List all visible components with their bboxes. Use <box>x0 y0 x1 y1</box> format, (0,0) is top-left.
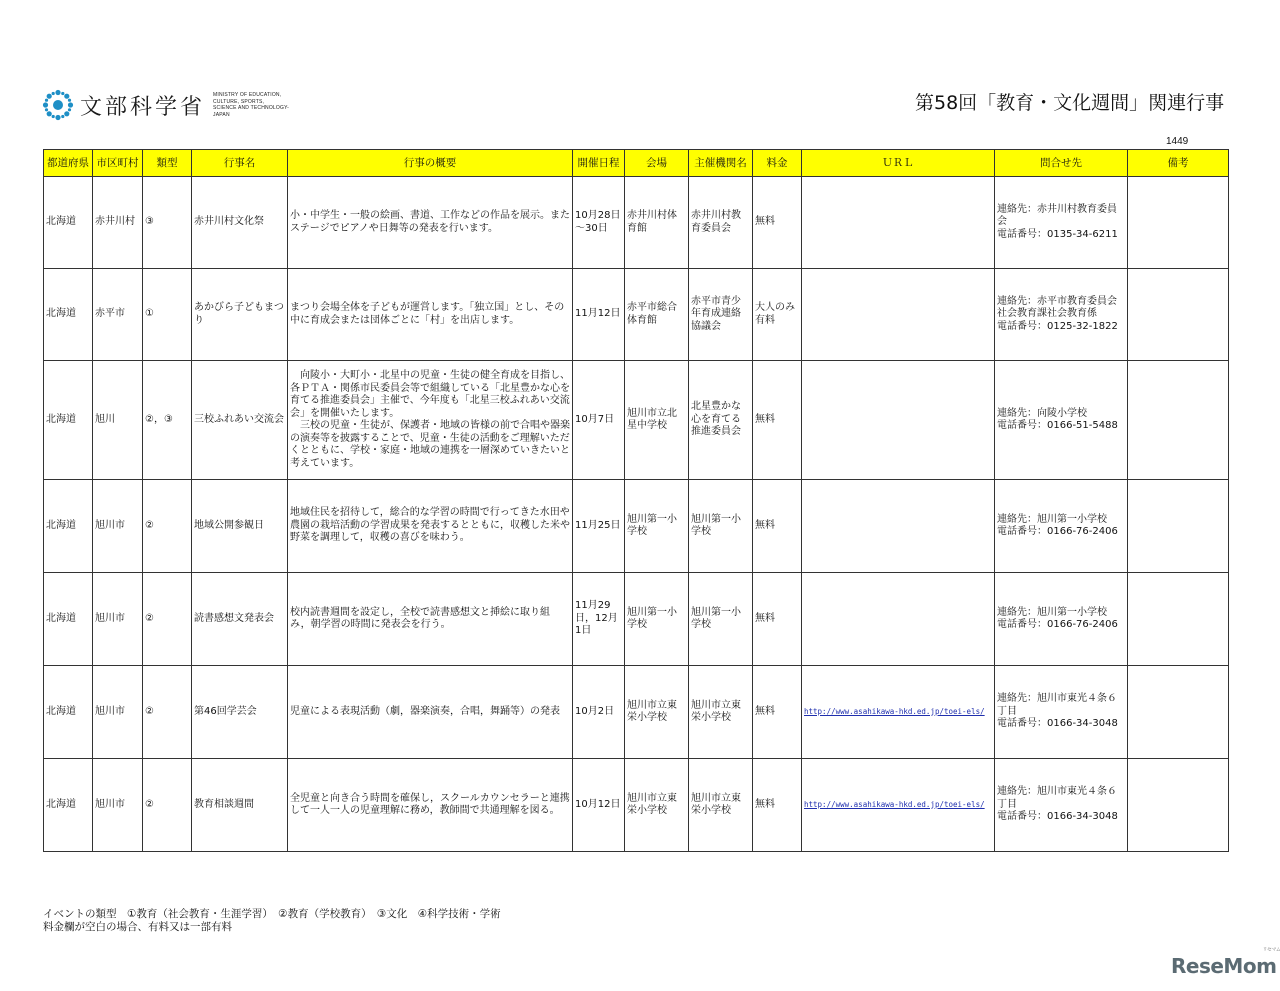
column-header: 類型 <box>143 150 192 177</box>
column-header: 主催機関名 <box>689 150 753 177</box>
event-name-cell: あかびら子どもまつり <box>192 269 288 361</box>
type-cell: ② <box>143 480 192 573</box>
overview-cell: 向陵小・大町小・北星中の児童・生徒の健全育成を目指し、各ＰＴＡ・関係市民委員会等で組織している「北星豊かな心を育てる推進委員会」主催で、今年度も「北星三校ふれあい交流会」を開催いたします。 三校の児童・生徒が、保護者・地域の皆様の前で合唱や器楽の演奏等を披露することで、児童・生徒の活動をご理解いただくとともに、学校・家庭・地域の連携を一層深めていきたいと考えています。 <box>288 361 573 480</box>
url-cell <box>802 573 995 666</box>
resemom-watermark: ReseMom リセマム <box>1171 947 1280 978</box>
url-link[interactable]: http://www.asahikawa-hkd.ed.jp/toei-els/ <box>804 706 985 716</box>
overview-cell: 児童による表現活動（劇，器楽演奏，合唱，舞踊等）の発表 <box>288 666 573 759</box>
type-cell: ② <box>143 759 192 852</box>
column-header: 開催日程 <box>573 150 625 177</box>
note-cell <box>1128 759 1229 852</box>
municipality-cell: 旭川市 <box>93 666 143 759</box>
note-cell <box>1128 269 1229 361</box>
column-header: 会場 <box>625 150 689 177</box>
overview-cell: 小・中学生・一般の絵画、書道、工作などの作品を展示。またステージでピアノや日舞等の発表を行います。 <box>288 177 573 269</box>
contact-cell: 連絡先：旭川市東光４条６丁目 電話番号：0166-34-3048 <box>995 759 1128 852</box>
page-number: 1449 <box>1166 136 1189 147</box>
url-cell <box>802 759 995 852</box>
fee-cell: 無料 <box>753 480 802 573</box>
column-header: 問合せ先 <box>995 150 1128 177</box>
logo-english-text: MINISTRY OF EDUCATION, CULTURE, SPORTS, SCIENCE AND TECHNOLOGY-JAPAN <box>213 92 290 118</box>
overview-cell: 地域住民を招待して，総合的な学習の時間で行ってきた水田や農園の栽培活動の学習成果を発表するとともに，収穫した米や野菜を調理して，収穫の喜びを味わう。 <box>288 480 573 573</box>
host-cell: 旭川第一小学校 <box>689 480 753 573</box>
fee-cell: 無料 <box>753 177 802 269</box>
municipality-cell: 旭川市 <box>93 759 143 852</box>
prefecture-cell: 北海道 <box>44 177 93 269</box>
url-cell <box>802 480 995 573</box>
fee-cell: 無料 <box>753 759 802 852</box>
event-name-cell: 地域公開参観日 <box>192 480 288 573</box>
municipality-cell: 旭川市 <box>93 573 143 666</box>
note-cell <box>1128 480 1229 573</box>
table-header-row <box>44 150 1229 177</box>
date-cell: 10月7日 <box>573 361 625 480</box>
table-row <box>44 666 1229 759</box>
overview-cell: 全児童と向き合う時間を確保し，スクールカウンセラーと連携して一人一人の児童理解に務め，教師間で共通理解を図る。 <box>288 759 573 852</box>
document-title: 第58回「教育・文化週間」関連行事 <box>915 92 1225 114</box>
event-name-cell: 赤井川村文化祭 <box>192 177 288 269</box>
contact-cell: 連絡先：向陵小学校 電話番号：0166-51-5488 <box>995 361 1128 480</box>
venue-cell: 旭川第一小学校 <box>625 480 689 573</box>
url-cell <box>802 269 995 361</box>
host-cell: 赤井川村教育委員会 <box>689 177 753 269</box>
prefecture-cell: 北海道 <box>44 361 93 480</box>
url-link[interactable]: http://www.asahikawa-hkd.ed.jp/toei-els/ <box>804 799 985 809</box>
venue-cell: 赤井川村体育館 <box>625 177 689 269</box>
fee-cell: 無料 <box>753 573 802 666</box>
contact-cell: 連絡先：旭川市東光４条６丁目 電話番号：0166-34-3048 <box>995 666 1128 759</box>
type-cell: ② <box>143 573 192 666</box>
host-cell: 旭川第一小学校 <box>689 573 753 666</box>
event-name-cell: 第46回学芸会 <box>192 666 288 759</box>
column-header: 都道府県 <box>44 150 93 177</box>
table-row <box>44 480 1229 573</box>
contact-cell: 連絡先：旭川第一小学校 電話番号：0166-76-2406 <box>995 573 1128 666</box>
event-name-cell: 教育相談週間 <box>192 759 288 852</box>
events-table <box>43 149 1229 852</box>
prefecture-cell: 北海道 <box>44 573 93 666</box>
contact-cell: 連絡先：赤井川村教育委員会 電話番号：0135-34-6211 <box>995 177 1128 269</box>
type-cell: ① <box>143 269 192 361</box>
venue-cell: 旭川第一小学校 <box>625 573 689 666</box>
column-header: 市区町村 <box>93 150 143 177</box>
prefecture-cell: 北海道 <box>44 666 93 759</box>
municipality-cell: 旭川 <box>93 361 143 480</box>
prefecture-cell: 北海道 <box>44 759 93 852</box>
prefecture-cell: 北海道 <box>44 269 93 361</box>
date-cell: 10月2日 <box>573 666 625 759</box>
table-row <box>44 269 1229 361</box>
host-cell: 赤平市青少年育成連絡協議会 <box>689 269 753 361</box>
event-name-cell: 三校ふれあい交流会 <box>192 361 288 480</box>
column-header: 備考 <box>1128 150 1229 177</box>
host-cell: 旭川市立東栄小学校 <box>689 666 753 759</box>
url-cell <box>802 666 995 759</box>
venue-cell: 旭川市立東栄小学校 <box>625 759 689 852</box>
footer-event-types: イベントの類型 ①教育（社会教育・生涯学習） ②教育（学校教育） ③文化 ④科学技術・学術 <box>43 908 501 920</box>
table-row <box>44 573 1229 666</box>
event-name-cell: 読書感想文発表会 <box>192 573 288 666</box>
municipality-cell: 旭川市 <box>93 480 143 573</box>
fee-cell: 大人のみ有料 <box>753 269 802 361</box>
table-row <box>44 177 1229 269</box>
mext-logo <box>42 89 305 121</box>
url-cell <box>802 177 995 269</box>
footer-notes <box>43 908 501 934</box>
note-cell <box>1128 177 1229 269</box>
footer-fee-note: 料金欄が空白の場合、有料又は一部有料 <box>43 921 232 933</box>
date-cell: 10月28日～30日 <box>573 177 625 269</box>
contact-cell: 連絡先：赤平市教育委員会 社会教育課社会教育係 電話番号：0125-32-1822 <box>995 269 1128 361</box>
host-cell: 旭川市立東栄小学校 <box>689 759 753 852</box>
type-cell: ② <box>143 666 192 759</box>
venue-cell: 旭川市立東栄小学校 <box>625 666 689 759</box>
mext-emblem-icon <box>42 89 74 121</box>
column-header: 行事の概要 <box>288 150 573 177</box>
date-cell: 11月12日 <box>573 269 625 361</box>
host-cell: 北星豊かな心を育てる推進委員会 <box>689 361 753 480</box>
overview-cell: まつり会場全体を子どもが運営します。「独立国」とし、その中に育成会または団体ごとに「村」を出店します。 <box>288 269 573 361</box>
municipality-cell: 赤平市 <box>93 269 143 361</box>
type-cell: ③ <box>143 177 192 269</box>
url-cell <box>802 361 995 480</box>
note-cell <box>1128 573 1229 666</box>
contact-cell: 連絡先：旭川第一小学校 電話番号：0166-76-2406 <box>995 480 1128 573</box>
date-cell: 10月12日 <box>573 759 625 852</box>
table-row <box>44 759 1229 852</box>
column-header: ＵＲＬ <box>802 150 995 177</box>
date-cell: 11月25日 <box>573 480 625 573</box>
venue-cell: 旭川市立北星中学校 <box>625 361 689 480</box>
table-row <box>44 361 1229 480</box>
note-cell <box>1128 666 1229 759</box>
venue-cell: 赤平市総合体育館 <box>625 269 689 361</box>
municipality-cell: 赤井川村 <box>93 177 143 269</box>
type-cell: ②，③ <box>143 361 192 480</box>
note-cell <box>1128 361 1229 480</box>
fee-cell: 無料 <box>753 361 802 480</box>
prefecture-cell: 北海道 <box>44 480 93 573</box>
column-header: 料金 <box>753 150 802 177</box>
date-cell: 11月29日，12月1日 <box>573 573 625 666</box>
fee-cell: 無料 <box>753 666 802 759</box>
overview-cell: 校内読書週間を設定し，全校で読書感想文と挿絵に取り組み，朝学習の時間に発表会を行う。 <box>288 573 573 666</box>
column-header: 行事名 <box>192 150 288 177</box>
logo-japanese-text: 文部科学省 <box>80 94 206 120</box>
